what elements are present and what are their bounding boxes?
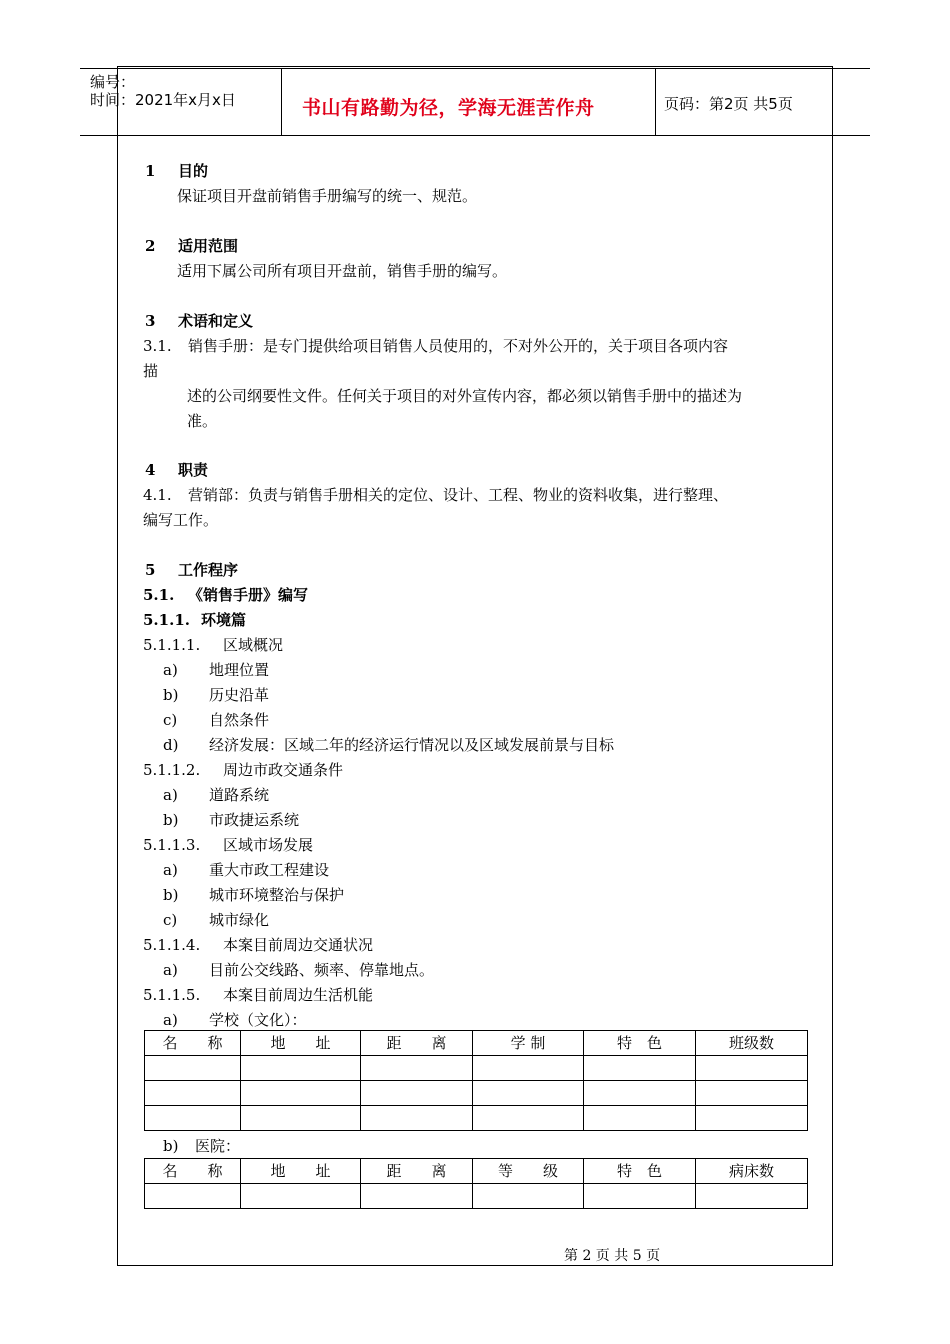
section-3-number: 3 xyxy=(145,312,156,330)
column-header: 等 级 xyxy=(473,1159,584,1184)
table-cell[interactable] xyxy=(473,1106,584,1131)
table-cell[interactable] xyxy=(145,1081,241,1106)
table-header-row xyxy=(145,1159,808,1184)
section-5-1-1-number: 5.1.1. xyxy=(143,611,190,629)
table-cell[interactable] xyxy=(361,1081,473,1106)
frame-top xyxy=(117,66,833,67)
table-cell[interactable] xyxy=(145,1106,241,1131)
list-item: 自然条件 xyxy=(209,711,270,729)
column-header: 学 制 xyxy=(473,1031,584,1056)
list-item: 城市环境整治与保护 xyxy=(209,886,345,904)
column-header: 名 称 xyxy=(145,1031,241,1056)
subsection-number: 5.1.1.1. xyxy=(143,636,201,654)
page-info: 页码：第2页 共5页 xyxy=(664,95,793,113)
subsection-number: 5.1.1.4. xyxy=(143,936,201,954)
list-item: 重大市政工程建设 xyxy=(209,861,330,879)
column-header: 距 离 xyxy=(361,1159,473,1184)
table-cell[interactable] xyxy=(145,1184,241,1209)
document-date: 时间：2021年x月x日 xyxy=(90,91,236,109)
list-marker: a) xyxy=(163,661,178,679)
table-cell[interactable] xyxy=(241,1106,361,1131)
header-motto: 书山有路勤为径，学海无涯苦作舟 xyxy=(302,97,595,119)
table-cell[interactable] xyxy=(361,1184,473,1209)
subsection-number: 5.1.1.5. xyxy=(143,986,201,1004)
list-item: 历史沿革 xyxy=(209,686,270,704)
table-row xyxy=(145,1081,808,1106)
section-1-body: 保证项目开盘前销售手册编写的统一、规范。 xyxy=(177,187,478,205)
section-3-1-line-1: 销售手册：是专门提供给项目销售人员使用的，不对外公开的，关于项目各项内容 xyxy=(188,337,729,355)
list-marker: a) xyxy=(163,1011,178,1029)
section-3-1-number: 3.1. xyxy=(143,337,172,355)
table-cell[interactable] xyxy=(241,1056,361,1081)
section-4-number: 4 xyxy=(145,461,156,479)
table-cell[interactable] xyxy=(145,1056,241,1081)
section-5-1-1-title: 环境篇 xyxy=(201,611,247,629)
list-marker: b) xyxy=(163,811,179,829)
section-2-number: 2 xyxy=(145,237,156,255)
table-cell[interactable] xyxy=(361,1106,473,1131)
list-marker: c) xyxy=(163,911,178,929)
section-5-1-number: 5.1. xyxy=(143,586,175,604)
list-item: 市政捷运系统 xyxy=(209,811,300,829)
section-5-number: 5 xyxy=(145,561,156,579)
list-marker: d) xyxy=(163,736,179,754)
table-row xyxy=(145,1056,808,1081)
subsection-title: 本案目前周边生活机能 xyxy=(223,986,374,1004)
table-cell[interactable] xyxy=(696,1184,808,1209)
list-marker: a) xyxy=(163,786,178,804)
column-header: 距 离 xyxy=(361,1031,473,1056)
header-bottom-rule xyxy=(80,135,870,136)
list-marker: b) xyxy=(163,886,179,904)
school-table xyxy=(144,1030,808,1131)
header-divider-right xyxy=(655,68,656,136)
section-4-1-line-2: 编写工作。 xyxy=(143,511,219,529)
table-header-row xyxy=(145,1031,808,1056)
section-5-title: 工作程序 xyxy=(178,561,239,579)
column-header: 名 称 xyxy=(145,1159,241,1184)
frame-bottom xyxy=(117,1265,833,1266)
table-cell[interactable] xyxy=(584,1184,696,1209)
section-5-1-title: 《销售手册》编写 xyxy=(188,586,309,604)
table-cell[interactable] xyxy=(696,1081,808,1106)
table-cell[interactable] xyxy=(696,1056,808,1081)
table-cell[interactable] xyxy=(584,1081,696,1106)
column-header: 特 色 xyxy=(584,1159,696,1184)
table-cell[interactable] xyxy=(473,1184,584,1209)
table-cell[interactable] xyxy=(241,1081,361,1106)
list-marker: a) xyxy=(163,961,178,979)
column-header: 地 址 xyxy=(241,1159,361,1184)
subsection-number: 5.1.1.2. xyxy=(143,761,201,779)
section-3-1-line-3: 述的公司纲要性文件。任何关于项目的对外宣传内容，都必须以销售手册中的描述为 xyxy=(187,387,743,405)
table-cell[interactable] xyxy=(473,1081,584,1106)
section-4-title: 职责 xyxy=(178,461,209,479)
list-item: 道路系统 xyxy=(209,786,270,804)
table-cell[interactable] xyxy=(361,1056,473,1081)
section-4-1-number: 4.1. xyxy=(143,486,172,504)
list-item: 经济发展：区域二年的经济运行情况以及区域发展前景与目标 xyxy=(209,736,615,754)
subsection-title: 区域概况 xyxy=(223,636,284,654)
list-item: 城市绿化 xyxy=(209,911,270,929)
page-footer: 第 2 页 共 5 页 xyxy=(564,1248,661,1264)
section-1-title: 目的 xyxy=(178,162,209,180)
header-divider-left xyxy=(281,68,282,136)
list-marker: b) xyxy=(163,1137,179,1155)
section-3-1-line-4: 准。 xyxy=(187,412,218,430)
table-cell[interactable] xyxy=(696,1106,808,1131)
list-marker: b) xyxy=(163,686,179,704)
section-2-title: 适用范围 xyxy=(178,237,239,255)
table-row xyxy=(145,1184,808,1209)
table-row xyxy=(145,1106,808,1131)
subsection-title: 周边市政交通条件 xyxy=(223,761,344,779)
table-cell[interactable] xyxy=(584,1106,696,1131)
document-number-label: 编号： xyxy=(90,73,136,91)
section-2-body: 适用下属公司所有项目开盘前，销售手册的编写。 xyxy=(177,262,508,280)
hospital-table xyxy=(144,1158,808,1209)
column-header: 病床数 xyxy=(696,1159,808,1184)
frame-left xyxy=(117,66,118,1266)
table-cell[interactable] xyxy=(241,1184,361,1209)
list-marker: c) xyxy=(163,711,178,729)
section-1-number: 1 xyxy=(145,162,156,180)
column-header: 班级数 xyxy=(696,1031,808,1056)
list-item: 目前公交线路、频率、停靠地点。 xyxy=(209,961,435,979)
list-item: 地理位置 xyxy=(209,661,270,679)
header-top-rule xyxy=(80,68,870,69)
list-item: 学校（文化）： xyxy=(209,1011,307,1029)
section-3-title: 术语和定义 xyxy=(178,312,254,330)
subsection-number: 5.1.1.3. xyxy=(143,836,201,854)
section-4-1-line-1: 营销部：负责与销售手册相关的定位、设计、工程、物业的资料收集，进行整理、 xyxy=(188,486,729,504)
subsection-title: 区域市场发展 xyxy=(223,836,314,854)
list-marker: a) xyxy=(163,861,178,879)
table-cell[interactable] xyxy=(584,1056,696,1081)
section-3-1-line-2: 描 xyxy=(143,362,159,380)
subsection-title: 本案目前周边交通状况 xyxy=(223,936,374,954)
column-header: 特 色 xyxy=(584,1031,696,1056)
frame-right xyxy=(832,66,833,1266)
list-item: 医院： xyxy=(195,1137,241,1155)
column-header: 地 址 xyxy=(241,1031,361,1056)
table-cell[interactable] xyxy=(473,1056,584,1081)
